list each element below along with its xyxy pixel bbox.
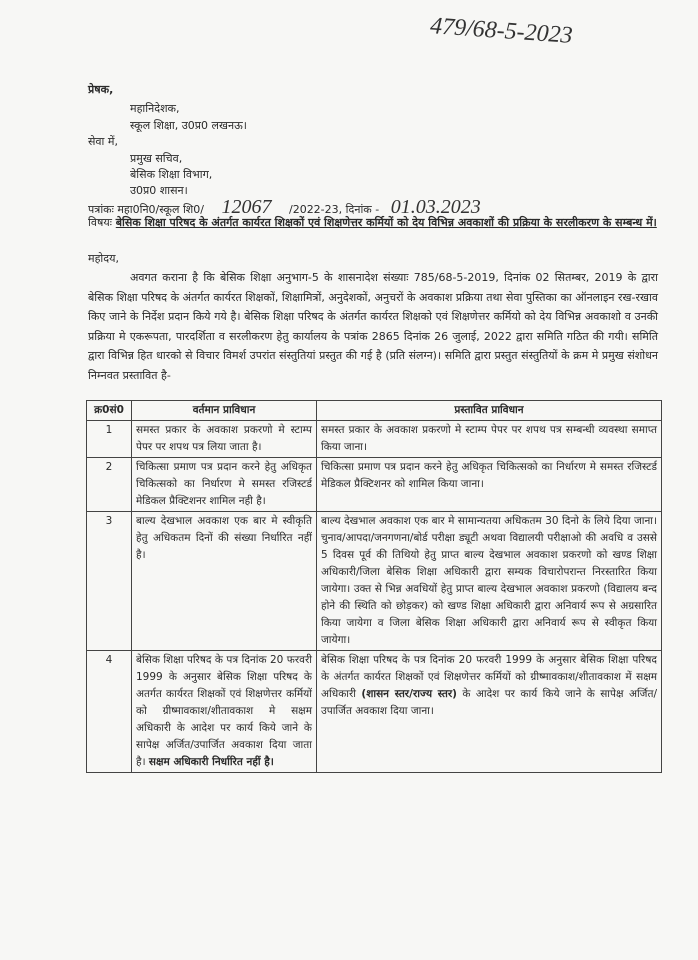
handwritten-reference-number: 479/68-5-2023 (429, 13, 574, 49)
recipient-line: बेसिक शिक्षा विभाग, (130, 168, 213, 181)
serial-cell: 4 (87, 651, 132, 773)
table-row (87, 458, 662, 512)
current-cell: बाल्य देखभाल अवकाश एक बार मे स्वीकृति हेतु अधिकतम दिनों की संख्या निर्धारित नहीं है। (132, 512, 317, 651)
sender-line: महानिदेशक, (130, 102, 180, 115)
serial-cell: 3 (87, 512, 132, 651)
header-proposed: प्रस्तावित प्राविधान (317, 401, 662, 421)
recipient-label: सेवा में, (88, 135, 118, 148)
current-cell: चिकित्सा प्रमाण पत्र प्रदान करने हेतु अधिकृत चिकित्सको का निर्धारण मे समस्त रजिस्टर्ड मेडिकल प्रैक्टिशनर शामिल नही है। (132, 458, 317, 512)
current-cell (132, 651, 317, 773)
proposed-cell: बाल्य देखभाल अवकाश एक बार मे सामान्यतया अधिकतम 30 दिनो के लिये दिया जाना। चुनाव/आपदा/जनगणना/बोर्ड परीक्षा ड्यूटी अथवा विद्यालयी परीक्षाओ की अवधि व उससे 5 दिवस पूर्व की तिथियो हेतु प्राप्त बाल्य देखभाल अवकाश प्रकरणो को खण्ड शिक्षा अधिकारी/जिला बेसिक शिक्षा अधिकारी द्वारा सम्यक विचारोपरान्त निरस्तारित किया जायेगा। उक्त से भिन्न अवधियों हेतु प्राप्त बाल्य देखभाल अवकाश प्रकरणो (विद्यालय बन्द होने की स्थिति को छोड़कर) को खण्ड शिक्षा अधिकारी द्वारा अनिवार्य रूप से अग्रसारित किया जायेगा व जिला बेसिक शिक्षा अधिकारी द्वारा अनिवार्य रूप से स्वीकृत किया जायेगा। (317, 512, 662, 651)
subject-label: विषयः (88, 216, 112, 229)
provisions-table (86, 400, 662, 773)
body-paragraph: अवगत कराना है कि बेसिक शिक्षा अनुभाग-5 के शासनादेश संख्याः 785/68-5-2019, दिनांक 02 सितम्बर, 2019 के द्वारा बेसिक शिक्षा परिषद के अंतर्गत कार्यरत शिक्षकों, शिक्षामित्रों, अनुदेशकों, अनुचरों के अवकाश प्रक्रिया तथा सेवा पुस्तिका का ऑनलाइन रख-रखाव किए जाने के निर्देश प्रदान किये गये है। बेसिक शिक्षा परिषद के अंतर्गत कार्यरत शिक्षको एवं शिक्षणेत्तर कर्मियो को देय विभिन्न अवकाशो व उनकी प्रक्रिया मे एकरूपता, पारदर्शिता व सरलीकरण हेतु कार्यालय के पत्रांक 2865 दिनांक 26 जुलाई, 2022 द्वारा समिति गठित की गयी। समिति द्वारा विभिन्न हित धारको से विचार विमर्श उपरांत संस्तुतियां प्रस्तुत की गई है (प्रति संलग्न)। समिति द्वारा प्रस्तुत संस्तुतियों के क्रम मे प्रमुख संशोधन निम्नवत प्रस्तावित है- (88, 271, 658, 382)
serial-cell: 2 (87, 458, 132, 512)
subject (88, 215, 668, 231)
table-header-row (87, 401, 662, 421)
sender-line: स्कूल शिक्षा, उ0प्र0 लखनऊ। (130, 119, 247, 132)
proposed-cell: चिकित्सा प्रमाण पत्र प्रदान करने हेतु अधिकृत चिकित्सको का निर्धारण मे समस्त रजिस्टर्ड मेडिकल प्रैक्टिशनर को शामिल किया जाना। (317, 458, 662, 512)
proposed-text-bold: (शासन स्तर/राज्य स्तर) (361, 688, 457, 700)
current-text: बेसिक शिक्षा परिषद के पत्र दिनांक 20 फरवरी 1999 के अनुसार बेसिक शिक्षा परिषद के अतर्गत कार्यरत शिक्षकों एवं शिक्षणेत्तर कर्मियों को ग्रीष्मावकाश/शीतावकाश मे सक्षम अधिकारी के आदेश पर कार्य किये जाने के सापेक्ष अर्जित/उपार्जित अवकाश दिया जाता है। (136, 654, 312, 768)
date-handwritten: 01.03.2023 (390, 196, 481, 218)
letter-number-suffix: /2022-23, दिनांक - (288, 203, 380, 216)
table-row (87, 651, 662, 773)
header-serial: क्र0सं0 (87, 401, 132, 421)
recipient-line: उ0प्र0 शासन। (130, 184, 188, 197)
table-row (87, 512, 662, 651)
salutation: महोदय, (88, 252, 119, 265)
recipient-line: प्रमुख सचिव, (130, 152, 183, 165)
proposed-text-end: के आदेश पर कार्य किये जाने के सापेक्ष अर्जित/उपार्जित अवकाश दिया जाना। (321, 688, 657, 717)
letter-number-handwritten: 12067 (221, 196, 272, 218)
proposed-cell (317, 651, 662, 773)
proposed-text: बेसिक शिक्षा परिषद के पत्र दिनांक 20 फरवरी 1999 के अनुसार बेसिक शिक्षा परिषद के अंतर्गत कार्यरत शिक्षकों एवं शिक्षणेत्तर कर्मियों को ग्रीष्मावकाश/शीतावकाश में सक्षम अधिकारी (321, 654, 657, 700)
current-text-bold: सक्षम अधिकारी निर्धारित नहीं है। (148, 756, 274, 768)
current-cell: समस्त प्रकार के अवकाश प्रकरणो मे स्टाम्प पेपर पर शपथ पत्र लिया जाता है। (132, 421, 317, 458)
header-current: वर्तमान प्राविधान (132, 401, 317, 421)
letter-number-prefix: पत्रांकः महा0नि0/स्कूल शि0/ (88, 203, 204, 216)
sender-label: प्रेषक, (88, 83, 114, 96)
serial-cell: 1 (87, 421, 132, 458)
proposed-cell: समस्त प्रकार के अवकाश प्रकरणो मे स्टाम्प पेपर पर शपथ पत्र सम्बन्धी व्यवस्था समाप्त किया जाना। (317, 421, 662, 458)
subject-text: बेसिक शिक्षा परिषद के अंतर्गत कार्यरत शिक्षकों एवं शिक्षणेत्तर कर्मियों को देय विभिन्न अवकाशों की प्रक्रिया के सरलीकरण के सम्बन्ध में। (115, 216, 657, 229)
table-row (87, 421, 662, 458)
